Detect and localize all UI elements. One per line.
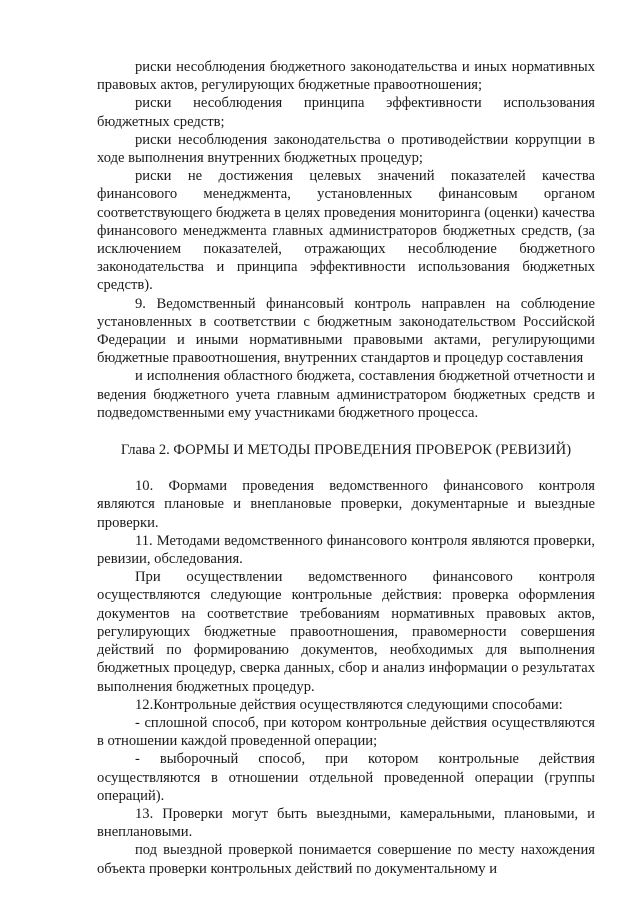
paragraph-risk-targets: риски не достижения целевых значений показателей качества финансового менеджмента, установленных финансовым органом соответствующего бюджета в целях проведения мониторинга (оценки) качества финансового менеджмента главных администраторов бюджетных средств, (за исключением показателей, отражающих несоблюдение бюджетного законодательства и принципа эффективности использования бюджетных средств). (97, 168, 595, 294)
paragraph-item-12: 12.Контрольные действия осуществляются следующими способами: (135, 696, 563, 713)
paragraph-field-inspection: под выездной проверкой понимается совершение по месту нахождения объекта проверки контрольных действий по документальному и (97, 842, 595, 877)
paragraph-item-13: 13. Проверки могут быть выездными, камеральными, плановыми, и внеплановыми. (97, 805, 595, 841)
document-page (97, 58, 595, 878)
paragraph-risk-budget-law: риски несоблюдения бюджетного законодательства и иных нормативных правовых актов, регулирующих бюджетные правоотношения; (97, 59, 595, 94)
paragraph-item-11: 11. Методами ведомственного финансового контроля являются проверки, ревизии, обследования. (97, 532, 595, 568)
paragraph-item-10: 10. Формами проведения ведомственного финансового контроля являются плановые и внеплановые проверки, документарные и выездные проверки. (97, 478, 595, 531)
paragraph-risk-efficiency: риски несоблюдения принципа эффективности использования бюджетных средств; (97, 95, 595, 130)
list-item-selective-method: - выборочный способ, при котором контрольные действия осуществляются в отношении отдельной проведенной операции (группы операций). (97, 751, 595, 804)
paragraph-item-9: 9. Ведомственный финансовый контроль направлен на соблюдение установленных в соответствии с бюджетным законодательством Российской Федерации и иными нормативными правовыми актами, регулирующими бюджетные правоотношения, внутренних стандартов и процедур составления (97, 295, 595, 367)
paragraph-risk-corruption: риски несоблюдения законодательства о противодействии коррупции в ходе выполнения внутренних бюджетных процедур; (97, 131, 595, 167)
list-item-continuous-method: - сплошной способ, при котором контрольные действия осуществляются в отношении каждой проведенной операции; (97, 714, 595, 750)
chapter-heading: Глава 2. ФОРМЫ И МЕТОДЫ ПРОВЕДЕНИЯ ПРОВЕРОК (РЕВИЗИЙ) (120, 442, 572, 459)
paragraph-control-actions: При осуществлении ведомственного финансового контроля осуществляются следующие контрольные действия: проверка оформления документов на соответствие требованиям нормативных правовых актов, регулирующих бюджетные правоотношения, правомерности совершения действий по формированию документов, необходимых для выполнения бюджетных процедур, сверка данных, сбор и анализ информации о результатах выполнения бюджетных процедур. (97, 569, 595, 695)
paragraph-item-9-continued: и исполнения областного бюджета, составления бюджетной отчетности и ведения бюджетного учета главным администратором бюджетных средств и подведомственными ему участниками бюджетного процесса. (97, 368, 595, 421)
